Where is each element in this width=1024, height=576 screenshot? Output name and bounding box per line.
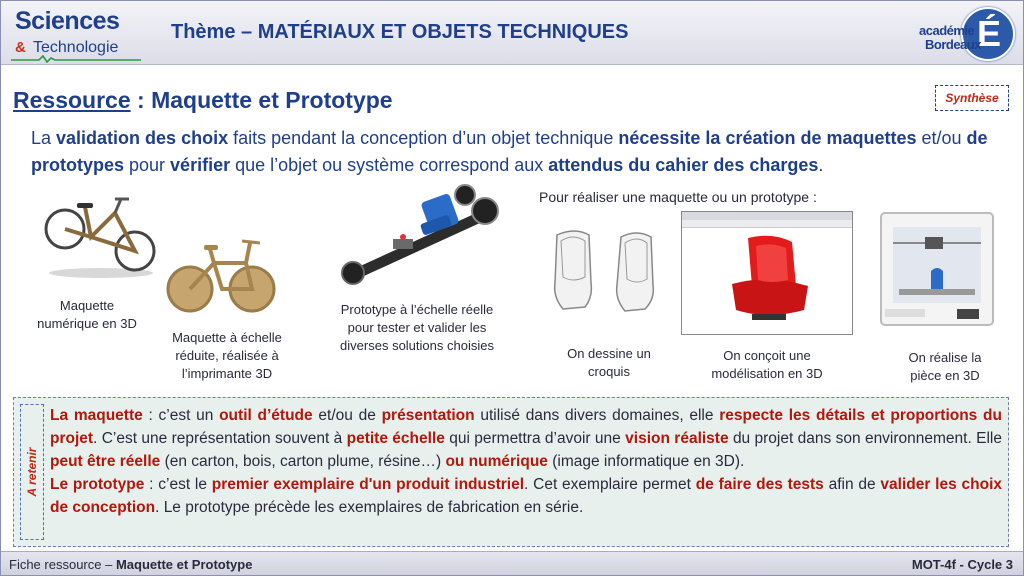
- intro-bold: de prototypes: [31, 128, 988, 175]
- logo-wave-icon: [11, 55, 141, 63]
- a-retenir-label-box: [20, 404, 44, 540]
- caption-line: modélisation en 3D: [711, 366, 823, 381]
- retenir-text-part: (en carton, bois, carton plume, résine…): [160, 453, 446, 470]
- caption-line: l’imprimante 3D: [181, 366, 273, 381]
- retenir-bold: respecte les détails et proportions du projet: [50, 407, 1002, 447]
- footer-right: MOT-4f - Cycle 3: [911, 557, 1013, 572]
- retenir-bold: petite échelle: [346, 430, 445, 447]
- retenir-bold: valider les choix de conception: [50, 476, 1002, 516]
- intro-text: faits pendant la conception d’un objet technique: [228, 128, 619, 148]
- retenir-bold: de faire des tests: [695, 476, 824, 493]
- logo-sciences-text: Sciences: [15, 7, 120, 35]
- caption-line: On réalise la: [908, 350, 982, 365]
- maquette-definition: [50, 404, 1002, 473]
- caption-piece-3d: [889, 349, 1001, 385]
- intro-paragraph: [31, 125, 1006, 179]
- caption-line: Maquette à échelle: [172, 330, 282, 345]
- retenir-text-part: : c’est un: [142, 407, 220, 424]
- footer-left: [9, 557, 252, 572]
- academie-letter: É: [977, 13, 1002, 54]
- a-retenir-label: A retenir: [25, 447, 39, 497]
- caption-line: pour tester et valider les: [347, 320, 487, 335]
- retenir-text-part: afin de: [823, 476, 881, 493]
- prototype-definition: [50, 473, 1002, 519]
- caption-line: Prototype à l’échelle réelle: [340, 302, 494, 317]
- theme-title: Thème – MATÉRIAUX ET OBJETS TECHNIQUES: [171, 21, 629, 43]
- retenir-bold: outil d’étude: [219, 407, 313, 424]
- synthese-badge: Synthèse: [935, 85, 1009, 111]
- retenir-text-part: : c’est le: [144, 476, 212, 493]
- cad-toolbar: [682, 220, 852, 228]
- page-title: [13, 87, 393, 114]
- retenir-text-part: . Le prototype précède les exemplaires de fabrication en série.: [155, 499, 584, 516]
- red-seat-3d-icon: [712, 234, 822, 326]
- caption-maquette-reduite: [161, 329, 293, 383]
- intro-text: que l’objet ou système correspond aux: [230, 155, 549, 175]
- caption-line: réduite, réalisée à: [175, 348, 279, 363]
- intro-text: La: [31, 128, 57, 148]
- title-label: Ressource: [13, 87, 131, 113]
- wooden-bike-image: [166, 229, 276, 317]
- a-retenir-text: [50, 404, 1002, 519]
- retenir-bold: ou numérique: [445, 453, 548, 470]
- footer-prefix: Fiche ressource –: [9, 557, 116, 572]
- retenir-text-part: . C’est une représentation souvent à: [93, 430, 347, 447]
- prototype-vehicle-image: [335, 181, 501, 289]
- caption-line: On conçoit une: [723, 348, 811, 363]
- retenir-bold: Le prototype: [50, 476, 145, 493]
- intro-text: et/ou: [916, 128, 967, 148]
- retenir-bold: peut être réelle: [50, 453, 161, 470]
- caption-line: Maquette: [59, 298, 115, 313]
- intro-text: pour: [124, 155, 171, 175]
- seat-sketch-image: [545, 227, 665, 323]
- intro-bold: nécessite la création de maquettes: [618, 128, 917, 148]
- caption-line: croquis: [588, 364, 630, 379]
- retenir-text-part: (image informatique en 3D).: [547, 453, 745, 470]
- academie-line1: académie: [919, 23, 975, 38]
- cad-titlebar: [682, 212, 852, 220]
- retenir-bold: La maquette: [50, 407, 143, 424]
- caption-line: On dessine un: [567, 346, 651, 361]
- header-bar: [1, 1, 1024, 65]
- intro-bold: validation des choix: [56, 128, 229, 148]
- retenir-bold: présentation: [381, 407, 475, 424]
- 3d-printer-image: [877, 209, 997, 329]
- footer-title: Maquette et Prototype: [115, 557, 253, 572]
- sciences-technologie-logo: [11, 7, 141, 61]
- intro-bold: vérifier: [170, 155, 231, 175]
- a-retenir-box: [13, 397, 1009, 547]
- digital-bike-image: [41, 189, 157, 281]
- academie-bordeaux-logo: [919, 5, 1019, 63]
- academie-line2: Bordeaux: [925, 37, 981, 52]
- caption-line: diverses solutions choisies: [340, 338, 494, 353]
- retenir-text-part: utilisé dans divers domaines, elle: [474, 407, 720, 424]
- title-text: : Maquette et Prototype: [130, 87, 393, 113]
- caption-prototype: [327, 301, 507, 355]
- cad-software-image: [681, 211, 853, 335]
- logo-technologie-text: Technologie: [33, 39, 119, 56]
- retenir-text-part: du projet dans son environnement. Elle: [728, 430, 1002, 447]
- caption-line: pièce en 3D: [910, 368, 980, 383]
- logo-ampersand: &: [15, 39, 26, 56]
- realise-heading: Pour réaliser une maquette ou un prototype :: [539, 189, 817, 205]
- intro-text: .: [818, 155, 824, 175]
- footer-bar: [1, 551, 1024, 576]
- caption-modelisation: [701, 347, 833, 383]
- caption-line: numérique en 3D: [37, 316, 137, 331]
- retenir-text-part: et/ou de: [312, 407, 382, 424]
- caption-maquette-numerique: [31, 297, 143, 333]
- intro-bold: attendus du cahier des charges: [548, 155, 819, 175]
- retenir-bold: premier exemplaire d'un produit industriel: [211, 476, 525, 493]
- retenir-bold: vision réaliste: [625, 430, 729, 447]
- retenir-text-part: qui permettra d’avoir une: [444, 430, 626, 447]
- caption-croquis: [557, 345, 661, 381]
- retenir-text-part: . Cet exemplaire permet: [524, 476, 696, 493]
